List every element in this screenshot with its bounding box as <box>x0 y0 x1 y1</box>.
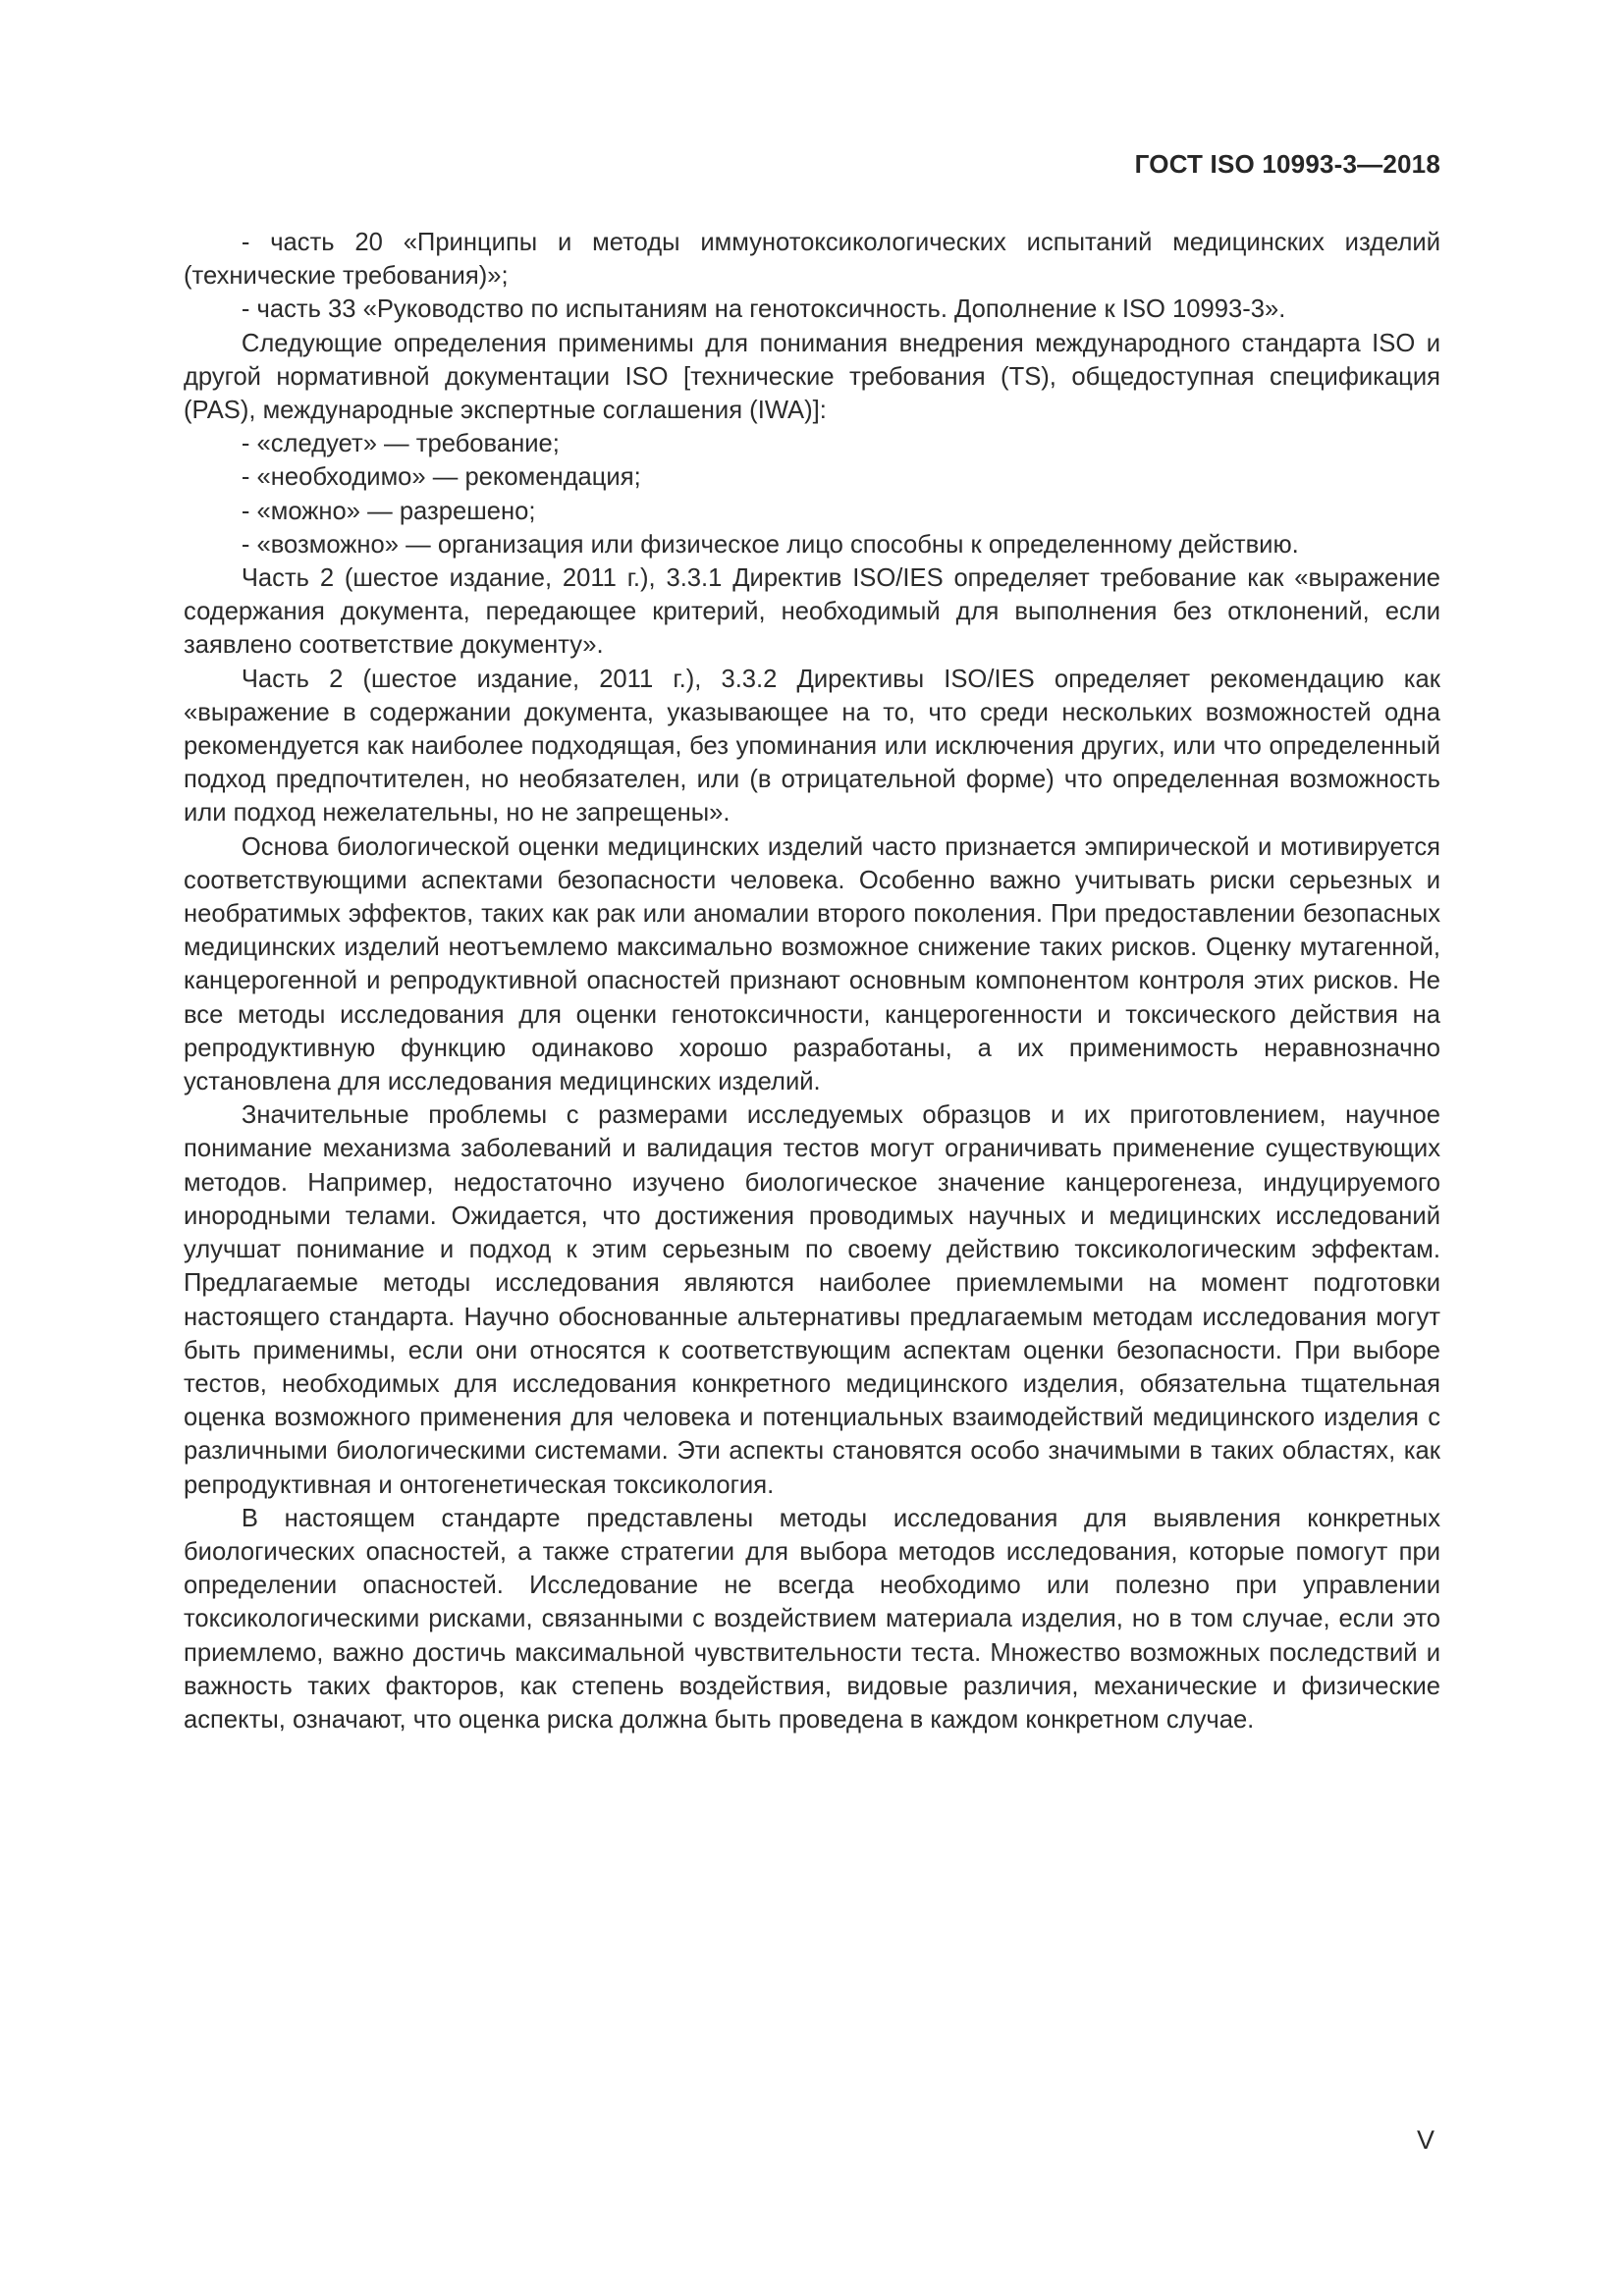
page-number: V <box>1416 2125 1435 2155</box>
definition-item-necessary: - «необходимо» — рекомендация; <box>241 463 641 492</box>
list-item-part-20: - часть 20 «Принципы и методы иммунотоксикологических испытаний медицинских изделий (технические требования)»; <box>184 229 1440 291</box>
body-text <box>184 226 1440 1736</box>
paragraph-test-methods-scope: В настоящем стандарте представлены методы исследования для выявления конкретных биологических опасностей, а также стратегии для выбора методов исследования, которые помогут при определении опасностей. Исследование не всегда необходимо или полезно при управлении токсикологическими рисками, связанными с воздействием материала изделия, но в том случае, если это приемлемо, важно достичь максимальной чувствительности теста. Множество возможных последствий и важность таких факторов, как степень воздействия, видовые различия, механические и физические аспекты, означают, что оценка риска должна быть проведена в каждом конкретном случае. <box>184 1504 1440 1734</box>
document-code-header: ГОСТ ISO 10993-3—2018 <box>1134 149 1440 179</box>
paragraph-recommendation-definition: Часть 2 (шестое издание, 2011 г.), 3.3.2 Директивы ISO/IES определяет рекомендацию как «выражение в содержании документа, указывающее на то, что среди нескольких возможностей одна рекомендуется как наиболее подходящая, без упоминания или исключения других, или что определенный подход предпочтителен, но необязателен, или (в отрицательной форме) что определенная возможность или подход нежелательны, но не запрещены». <box>184 665 1440 828</box>
paragraph-significant-problems: Значительные проблемы с размерами исследуемых образцов и их приготовлением, научное понимание механизма заболеваний и валидация тестов могут ограничивать применение существующих методов. Например, недостаточно изучено биологическое значение канцерогенеза, индуцируемого инородными телами. Ожидается, что достижения проводимых научных и медицинских исследований улучшат понимание и подход к этим серьезным по своему действию токсикологическим эффектам. Предлагаемые методы исследования являются наиболее приемлемыми на момент подготовки настоящего стандарта. Научно обоснованные альтернативы предлагаемым методам исследования могут быть применимы, если они относятся к соответствующим аспектам оценки безопасности. При выборе тестов, необходимых для исследования конкретного медицинского изделия, обязательна тщательная оценка возможного применения для человека и потенциальных взаимодействий медицинского изделия с различными биологическими системами. Эти аспекты становятся особо значимыми в таких областях, как репродуктивная и онтогенетическая токсикология. <box>184 1101 1440 1499</box>
definition-item-may: - «можно» — разрешено; <box>241 497 536 525</box>
list-item-part-33: - часть 33 «Руководство по испытаниям на генотоксичность. Дополнение к ISO 10993-3». <box>241 295 1286 324</box>
definitions-intro-paragraph: Следующие определения применимы для понимания внедрения международного стандарта ISO и другой нормативной документации ISO [технические требования (TS), общедоступная спецификация (PAS), международные экспертные соглашения (IWA)]: <box>184 329 1440 425</box>
definition-item-can: - «возможно» — организация или физическое лицо способны к определенному действию. <box>241 530 1299 559</box>
paragraph-biological-evaluation: Основа биологической оценки медицинских изделий часто признается эмпирической и мотивируется соответствующими аспектами безопасности человека. Особенно важно учитывать риски серьезных и необратимых эффектов, таких как рак или аномалии второго поколения. При предоставлении безопасных медицинских изделий неотъемлемо максимально возможное снижение таких рисков. Оценку мутагенной, канцерогенной и репродуктивной опасностей признают основным компонентом контроля этих рисков. Не все методы исследования для оценки генотоксичности, канцерогенности и токсического действия на репродуктивную функцию одинаково хорошо разработаны, а их применимость неравнозначно установлена для исследования медицинских изделий. <box>184 832 1440 1096</box>
definition-item-should: - «следует» — требование; <box>241 430 560 458</box>
paragraph-requirement-definition: Часть 2 (шестое издание, 2011 г.), 3.3.1 Директив ISO/IES определяет требование как «выражение содержания документа, передающее критерий, необходимый для выполнения без отклонений, если заявлено соответствие документу». <box>184 564 1440 660</box>
